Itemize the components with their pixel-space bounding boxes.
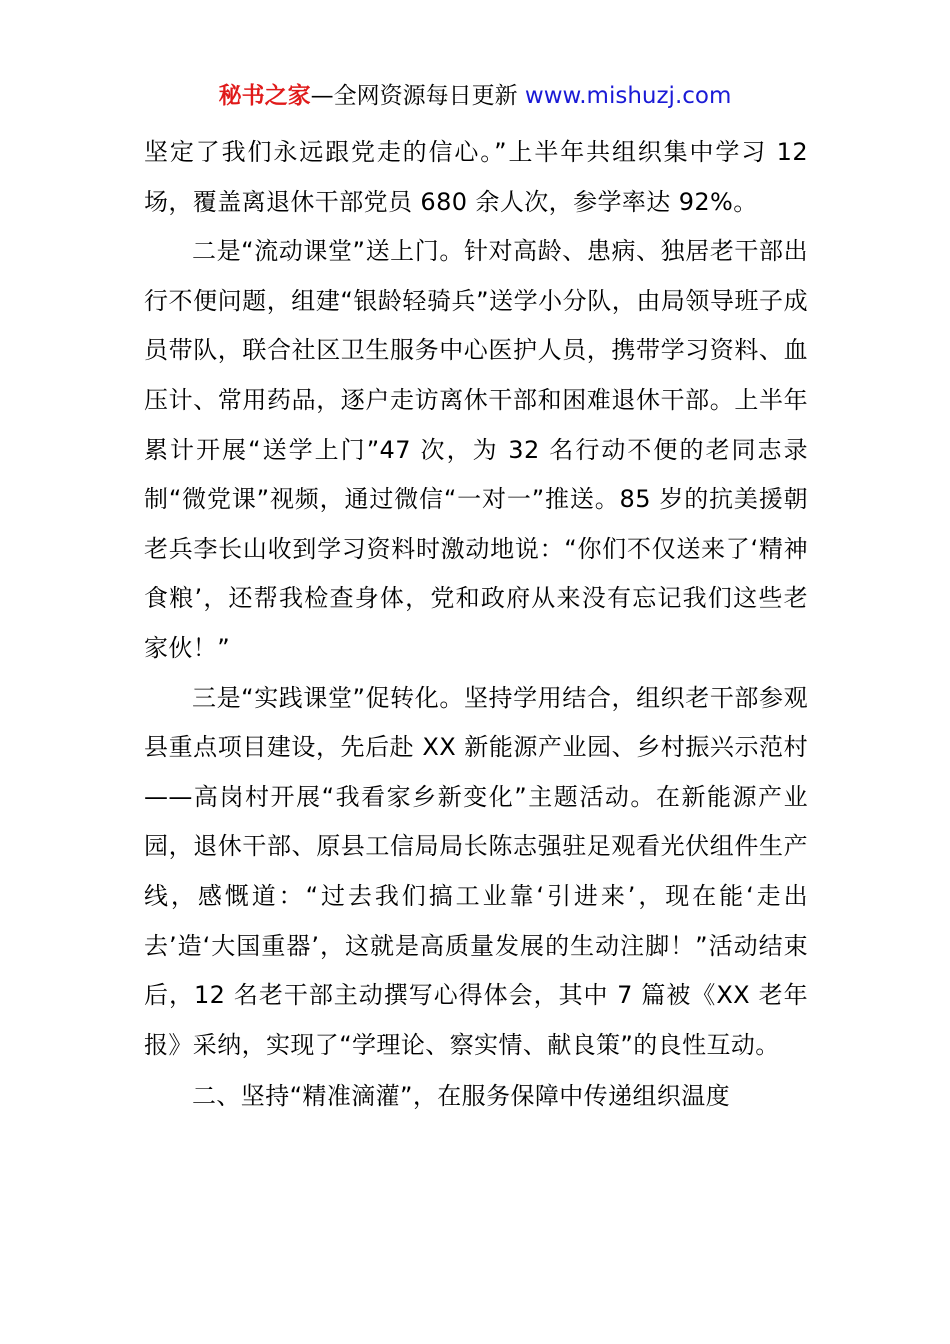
paragraph-mobile-classroom: 二是“流动课堂”送上门。针对高龄、患病、独居老干部出行不便问题，组建“银龄轻骑兵”送学小分队，由局领导班子成员带队，联合社区卫生服务中心医护人员，携带学习资料、血压计、常用药品，逐户走访离休干部和困难退休干部。上半年累计开展“送学上门”47 次，为 32 名行动不便的老同志录制“微党课”视频，通过微信“一对一”推送。85 岁的抗美援朝老兵李长山收到学习资料时激动地说：“你们不仅送来了‘精神食粮’，还帮我检查身体，党和政府从来没有忘记我们这些老家伙！”	[144, 237, 808, 662]
brand-name: 秘书之家	[218, 83, 311, 109]
section-heading: 二、坚持“精准滴灌”，在服务保障中传递组织温度	[192, 1082, 731, 1111]
header-tagline: —全网资源每日更新	[310, 83, 518, 109]
paragraph-continuation: 坚定了我们永远跟党走的信心。”上半年共组织集中学习 12 场，覆盖离退休干部党员 680 余人次，参学率达 92%。	[144, 138, 808, 216]
paragraph-practice-classroom: 三是“实践课堂”促转化。坚持学用结合，组织老干部参观县重点项目建设，先后赴 XX 新能源产业园、乡村振兴示范村——高岗村开展“我看家乡新变化”主题活动。在新能源产业园，退休干部、原县工信局局长陈志强驻足观看光伏组件生产线，感慨道：“过去我们搞工业靠‘引进来’，现在能‘走出去’造‘大国重器’，这就是高质量发展的生动注脚！”活动结束后，12 名老干部主动撰写心得体会，其中 7 篇被《XX 老年报》采纳，实现了“学理论、察实情、献良策”的良性互动。	[144, 683, 808, 1059]
document-body	[144, 128, 808, 1122]
site-url-link[interactable]: www.mishuzj.com	[524, 83, 732, 109]
site-header	[0, 80, 950, 112]
